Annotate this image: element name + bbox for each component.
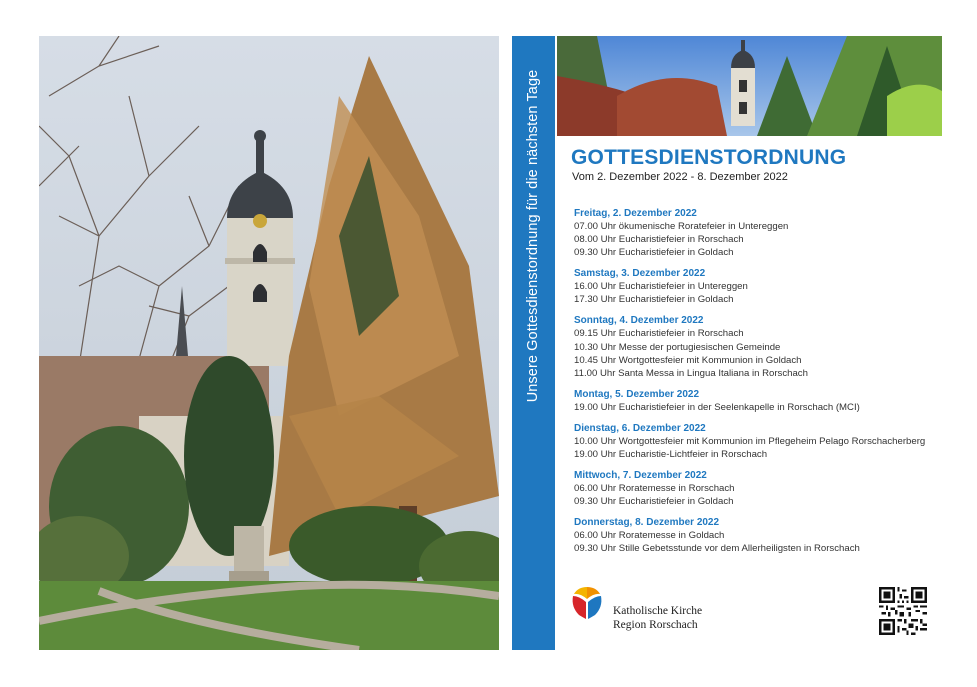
event-line: 10.00 Uhr Wortgottesfeier mit Kommunion im Pflegeheim Pelago Rorschacherberg	[574, 435, 926, 447]
day-heading: Freitag, 2. Dezember 2022	[574, 208, 697, 219]
event-line: 10.30 Uhr Messe der portugiesischen Gemeinde	[574, 341, 781, 353]
day-block	[574, 267, 944, 306]
event-line: 17.30 Uhr Eucharistiefeier in Goldach	[574, 294, 734, 306]
page-title: GOTTESDIENSTORDNUNG	[571, 146, 847, 169]
banner-photo	[557, 36, 942, 136]
event-line: 10.45 Uhr Wortgottesfeier mit Kommunion in Goldach	[574, 354, 802, 366]
day-heading: Sonntag, 4. Dezember 2022	[574, 315, 704, 327]
day-heading: Samstag, 3. Dezember 2022	[574, 268, 706, 280]
day-block	[574, 422, 944, 461]
church-photo	[39, 36, 499, 650]
day-heading: Dienstag, 6. Dezember 2022	[574, 422, 706, 434]
qr-code-icon[interactable]	[879, 587, 927, 635]
day-block	[574, 516, 944, 555]
event-line: 06.00 Uhr Roratemesse in Goldach	[574, 530, 725, 542]
event-line: 09.30 Uhr Eucharistiefeier in Goldach	[574, 247, 734, 259]
event-line: 08.00 Uhr Eucharistiefeier in Rorschach	[574, 234, 744, 246]
day-block	[574, 207, 944, 259]
org-line-2: Region Rorschach	[613, 619, 698, 631]
day-heading: Montag, 5. Dezember 2022	[574, 388, 700, 400]
org-name	[613, 604, 702, 632]
event-line: 06.00 Uhr Roratemesse in Rorschach	[574, 483, 735, 495]
day-heading: Mittwoch, 7. Dezember 2022	[574, 470, 707, 482]
org-line-1: Katholische Kirche	[613, 605, 703, 617]
event-line: 09.15 Uhr Eucharistiefeier in Rorschach	[574, 328, 744, 340]
event-line: 19.00 Uhr Eucharistie-Lichtfeier in Rorschach	[574, 449, 768, 461]
day-block	[574, 469, 944, 508]
event-line: 09.30 Uhr Eucharistiefeier in Goldach	[574, 496, 734, 508]
event-line: 09.30 Uhr Stille Gebetsstunde vor dem Allerheiligsten in Rorschach	[574, 543, 860, 555]
church-logo-icon	[570, 585, 604, 621]
day-block	[574, 388, 944, 414]
event-line: 07.00 Uhr ökumenische Roratefeier in Untereggen	[574, 221, 789, 232]
event-line: 16.00 Uhr Eucharistiefeier in Untereggen	[574, 281, 748, 293]
event-line: 19.00 Uhr Eucharistiefeier in der Seelenkapelle in Rorschach (MCI)	[574, 401, 860, 413]
schedule-list	[574, 207, 944, 564]
date-range: Vom 2. Dezember 2022 - 8. Dezember 2022	[572, 171, 788, 183]
sidebar-band	[512, 36, 555, 650]
sidebar-text: Unsere Gottesdienstordnung für die nächsten Tage	[525, 69, 541, 403]
event-line: 11.00 Uhr Santa Messa in Lingua Italiana in Rorschach	[574, 367, 808, 379]
day-block	[574, 314, 944, 379]
day-heading: Donnerstag, 8. Dezember 2022	[574, 517, 720, 529]
